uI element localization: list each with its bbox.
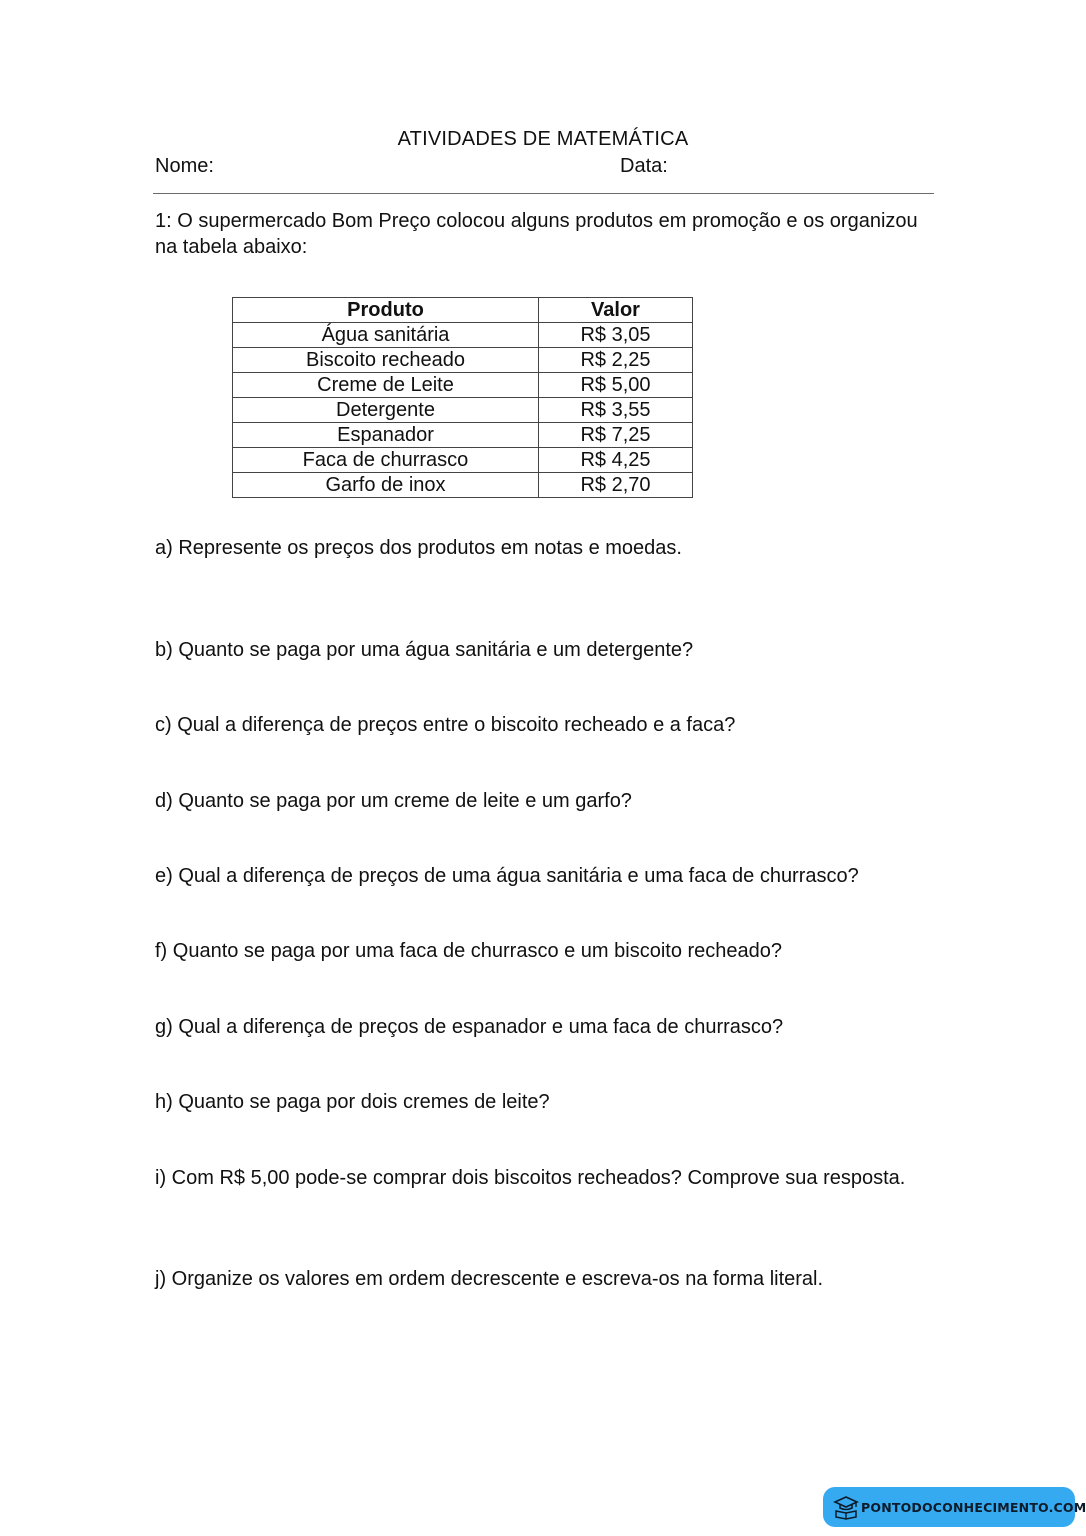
price-cell: R$ 2,25 xyxy=(539,348,693,373)
question-g: g) Qual a diferença de preços de espanador e uma faca de churrasco? xyxy=(155,1016,784,1038)
table-row xyxy=(233,448,693,473)
table-row xyxy=(233,373,693,398)
table-row xyxy=(233,473,693,498)
price-cell: R$ 4,25 xyxy=(539,448,693,473)
price-cell: R$ 5,00 xyxy=(539,373,693,398)
question-h: h) Quanto se paga por dois cremes de leite? xyxy=(155,1091,550,1113)
question-c: c) Qual a diferença de preços entre o biscoito recheado e a faca? xyxy=(155,714,736,736)
question-e: e) Qual a diferença de preços de uma água sanitária e uma faca de churrasco? xyxy=(155,865,859,887)
name-label: Nome: xyxy=(155,155,214,177)
graduation-cap-book-icon xyxy=(833,1494,859,1520)
price-cell: R$ 7,25 xyxy=(539,423,693,448)
question-j: j) Organize os valores em ordem decrescente e escreva-os na forma literal. xyxy=(155,1268,824,1290)
header-divider xyxy=(153,193,934,194)
products-table xyxy=(232,297,693,498)
site-watermark-badge xyxy=(823,1487,1086,1527)
page-title: ATIVIDADES DE MATEMÁTICA xyxy=(397,128,689,150)
question-a: a) Represente os preços dos produtos em notas e moedas. xyxy=(155,537,682,559)
table-row xyxy=(233,323,693,348)
table-header-row xyxy=(233,298,693,323)
question-d: d) Quanto se paga por um creme de leite e um garfo? xyxy=(155,790,632,812)
product-cell: Faca de churrasco xyxy=(233,448,539,473)
price-cell: R$ 2,70 xyxy=(539,473,693,498)
question-b: b) Quanto se paga por uma água sanitária e um detergente? xyxy=(155,639,694,661)
table-row xyxy=(233,348,693,373)
watermark-text: PONTODOCONHECIMENTO.COM xyxy=(861,1499,1086,1515)
question-f: f) Quanto se paga por uma faca de churrasco e um biscoito recheado? xyxy=(155,940,783,962)
column-header-value: Valor xyxy=(539,298,693,323)
table-row xyxy=(233,423,693,448)
product-cell: Creme de Leite xyxy=(233,373,539,398)
price-cell: R$ 3,55 xyxy=(539,398,693,423)
column-header-product: Produto xyxy=(233,298,539,323)
product-cell: Água sanitária xyxy=(233,323,539,348)
product-cell: Detergente xyxy=(233,398,539,423)
product-cell: Garfo de inox xyxy=(233,473,539,498)
date-label: Data: xyxy=(620,155,668,177)
table-row xyxy=(233,398,693,423)
product-cell: Biscoito recheado xyxy=(233,348,539,373)
question-i: i) Com R$ 5,00 pode-se comprar dois biscoitos recheados? Comprove sua resposta. xyxy=(155,1167,906,1189)
product-cell: Espanador xyxy=(233,423,539,448)
price-cell: R$ 3,05 xyxy=(539,323,693,348)
exercise-intro: 1: O supermercado Bom Preço colocou alguns produtos em promoção e os organizou na tabela abaixo: xyxy=(155,210,918,258)
